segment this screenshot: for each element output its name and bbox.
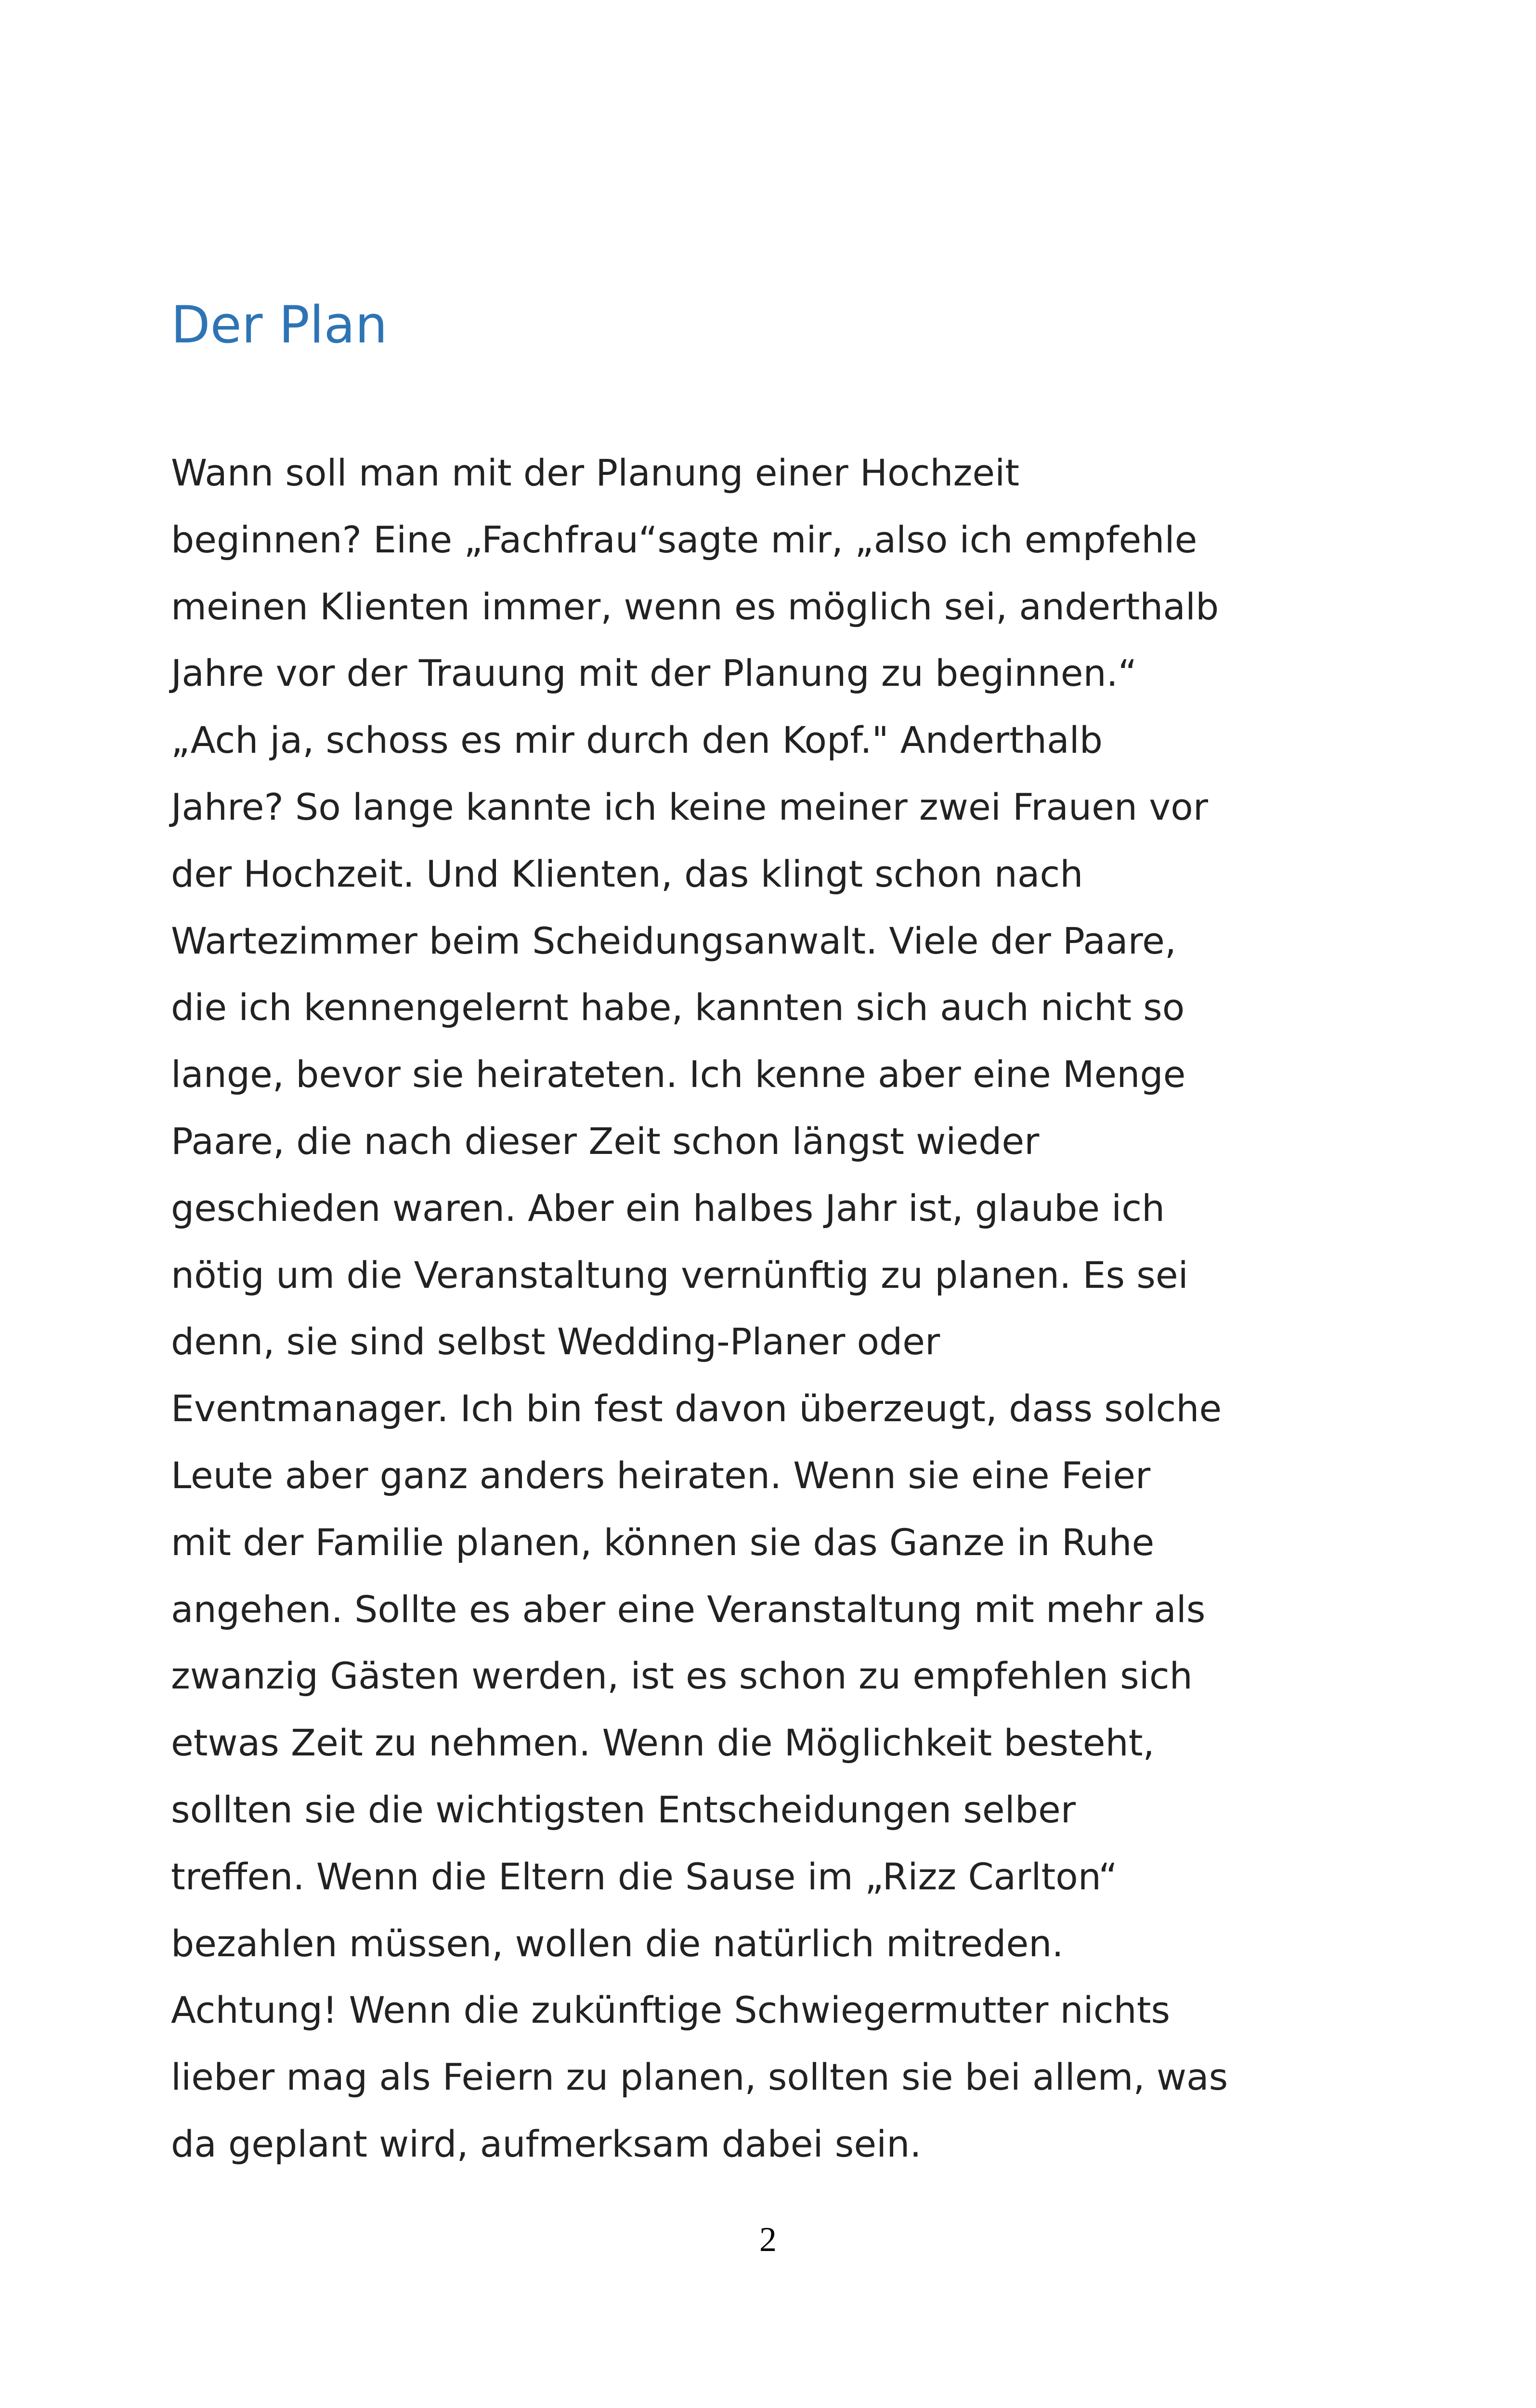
text-line: bezahlen müssen, wollen die natürlich mitreden. — [171, 1922, 1064, 1965]
text-line: meinen Klienten immer, wenn es möglich sei, anderthalb — [171, 585, 1219, 628]
text-line: Achtung! Wenn die zukünftige Schwiegermutter nichts — [171, 1989, 1171, 2032]
text-line: Jahre vor der Trauung mit der Planung zu beginnen.“ — [171, 652, 1137, 695]
text-line: Jahre? So lange kannte ich keine meiner zwei Frauen vor — [171, 785, 1208, 828]
text-line: lange, bevor sie heirateten. Ich kenne aber eine Menge — [171, 1053, 1186, 1096]
text-line: zwanzig Gästen werden, ist es schon zu empfehlen sich — [171, 1654, 1193, 1698]
text-line: Wann soll man mit der Planung einer Hochzeit — [171, 451, 1020, 494]
text-line: der Hochzeit. Und Klienten, das klingt schon nach — [171, 852, 1083, 895]
chapter-title: Der Plan — [171, 295, 388, 354]
text-line: etwas Zeit zu nehmen. Wenn die Möglichkeit besteht, — [171, 1721, 1155, 1765]
text-line: beginnen? Eine „Fachfrau“sagte mir, „also ich empfehle — [171, 518, 1198, 561]
text-line: mit der Familie planen, können sie das Ganze in Ruhe — [171, 1520, 1155, 1564]
text-line: Wartezimmer beim Scheidungsanwalt. Viele der Paare, — [171, 919, 1177, 962]
text-line: Paare, die nach dieser Zeit schon längst wieder — [171, 1119, 1040, 1163]
text-line: sollten sie die wichtigsten Entscheidungen selber — [171, 1788, 1076, 1831]
text-line: nötig um die Veranstaltung vernünftig zu planen. Es sei — [171, 1253, 1188, 1296]
text-line: denn, sie sind selbst Wedding-Planer oder — [171, 1320, 940, 1363]
page-number: 2 — [759, 2220, 777, 2259]
body-paragraph — [171, 440, 1317, 2178]
text-line: Eventmanager. Ich bin fest davon überzeugt, dass solche — [171, 1387, 1222, 1430]
text-line: geschieden waren. Aber ein halbes Jahr ist, glaube ich — [171, 1186, 1165, 1230]
text-line: angehen. Sollte es aber eine Veranstaltung mit mehr als — [171, 1587, 1206, 1631]
text-line: die ich kennengelernt habe, kannten sich auch nicht so — [171, 986, 1185, 1029]
text-line: Leute aber ganz anders heiraten. Wenn sie eine Feier — [171, 1453, 1151, 1497]
text-line: lieber mag als Feiern zu planen, sollten sie bei allem, was — [171, 2055, 1228, 2099]
text-line: „Ach ja, schoss es mir durch den Kopf." Anderthalb — [171, 719, 1103, 762]
text-line: da geplant wird, aufmerksam dabei sein. — [171, 2122, 922, 2165]
text-line: treffen. Wenn die Eltern die Sause im „Rizz Carlton“ — [171, 1855, 1118, 1898]
